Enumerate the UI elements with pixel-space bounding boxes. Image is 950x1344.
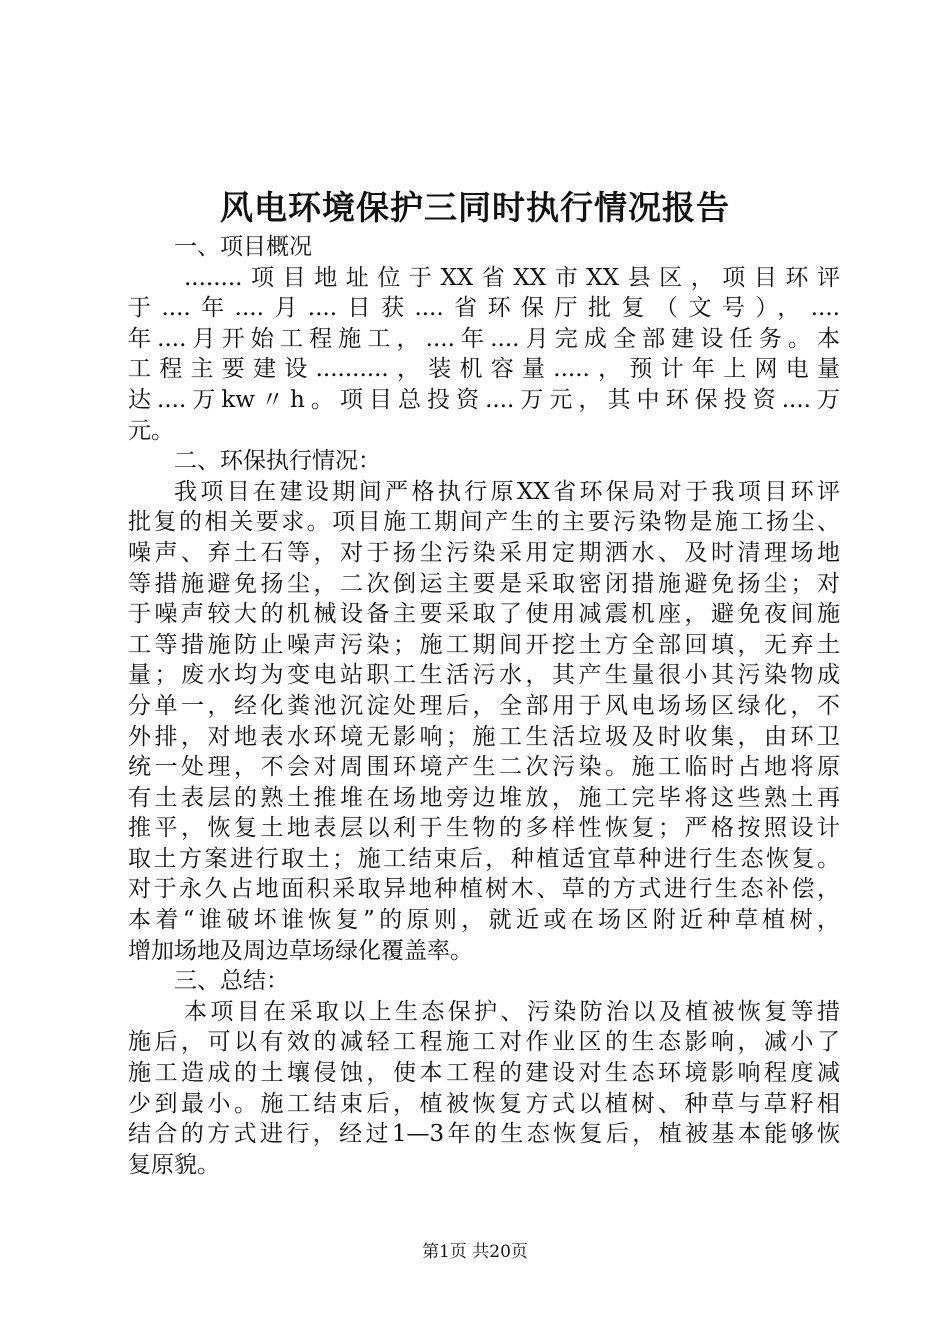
text-line: 统一处理，不会对周围环境产生二次污染。施工临时占地将原 bbox=[128, 754, 840, 781]
text-line: 等措施避免扬尘，二次倒运主要是采取密闭措施避免扬尘；对 bbox=[128, 570, 840, 597]
text-line: 量；废水均为变电站职工生活污水，其产生量很小其污染物成 bbox=[128, 662, 840, 689]
text-line: 施工造成的土壤侵蚀，使本工程的建设对生态环境影响程度减 bbox=[128, 1060, 840, 1087]
text-line: ........项目地址位于XX省XX市XX县区，项目环评 bbox=[184, 264, 840, 291]
text-line: 二、环保执行情况： bbox=[174, 448, 381, 475]
document-title: 风电环境保护三同时执行情况报告 bbox=[220, 188, 730, 227]
text-line: 达....万kw〃h。项目总投资....万元，其中环保投资....万 bbox=[128, 386, 840, 413]
text-line: 元。 bbox=[128, 417, 174, 444]
text-line: 三、总结： bbox=[174, 968, 289, 995]
text-line: 少到最小。施工结束后，植被恢复方式以植树、种草与草籽相 bbox=[128, 1090, 840, 1117]
text-line: 年....月开始工程施工，....年....月完成全部建设任务。本 bbox=[128, 325, 840, 352]
text-line: 一、项目概况 bbox=[174, 234, 312, 260]
text-line: 工等措施防止噪声污染；施工期间开挖土方全部回填，无弃土 bbox=[128, 631, 840, 658]
text-line: 于....年....月....日获....省环保厅批复（文号），.... bbox=[128, 295, 840, 322]
text-line: 增加场地及周边草场绿化覆盖率。 bbox=[128, 937, 473, 964]
page-footer: 第1页 共20页 bbox=[422, 1242, 528, 1262]
text-line: 我项目在建设期间严格执行原XX省环保局对于我项目环评 bbox=[174, 478, 840, 505]
text-line: 复原貌。 bbox=[128, 1151, 220, 1178]
text-line: 取土方案进行取土；施工结束后，种植适宜草种进行生态恢复。 bbox=[128, 845, 840, 872]
text-line: 本着“谁破坏谁恢复”的原则，就近或在场区附近种草植树， bbox=[128, 907, 840, 934]
text-line: 有土表层的熟土推堆在场地旁边堆放，施工完毕将这些熟土再 bbox=[128, 784, 840, 811]
text-line: 推平，恢复土地表层以利于生物的多样性恢复；严格按照设计 bbox=[128, 815, 840, 842]
text-line: 结合的方式进行，经过1—3年的生态恢复后，植被基本能够恢 bbox=[128, 1121, 840, 1148]
text-line: 于噪声较大的机械设备主要采取了使用减震机座，避免夜间施 bbox=[128, 601, 840, 628]
document-body bbox=[128, 232, 840, 1180]
text-line: 外排，对地表水环境无影响；施工生活垃圾及时收集，由环卫 bbox=[128, 723, 840, 750]
text-line: 施后，可以有效的减轻工程施工对作业区的生态影响，减小了 bbox=[128, 1029, 840, 1056]
text-line: 噪声、弃土石等，对于扬尘污染采用定期洒水、及时清理场地 bbox=[128, 539, 840, 566]
text-line: 分单一，经化粪池沉淀处理后，全部用于风电场场区绿化，不 bbox=[128, 692, 840, 719]
text-line: 工程主要建设..........，装机容量.....，预计年上网电量 bbox=[128, 356, 840, 383]
text-line: 对于永久占地面积采取异地种植树木、草的方式进行生态补偿， bbox=[128, 876, 840, 903]
text-line: 本项目在采取以上生态保护、污染防治以及植被恢复等措 bbox=[184, 998, 840, 1025]
text-line: 批复的相关要求。项目施工期间产生的主要污染物是施工扬尘、 bbox=[128, 509, 840, 536]
